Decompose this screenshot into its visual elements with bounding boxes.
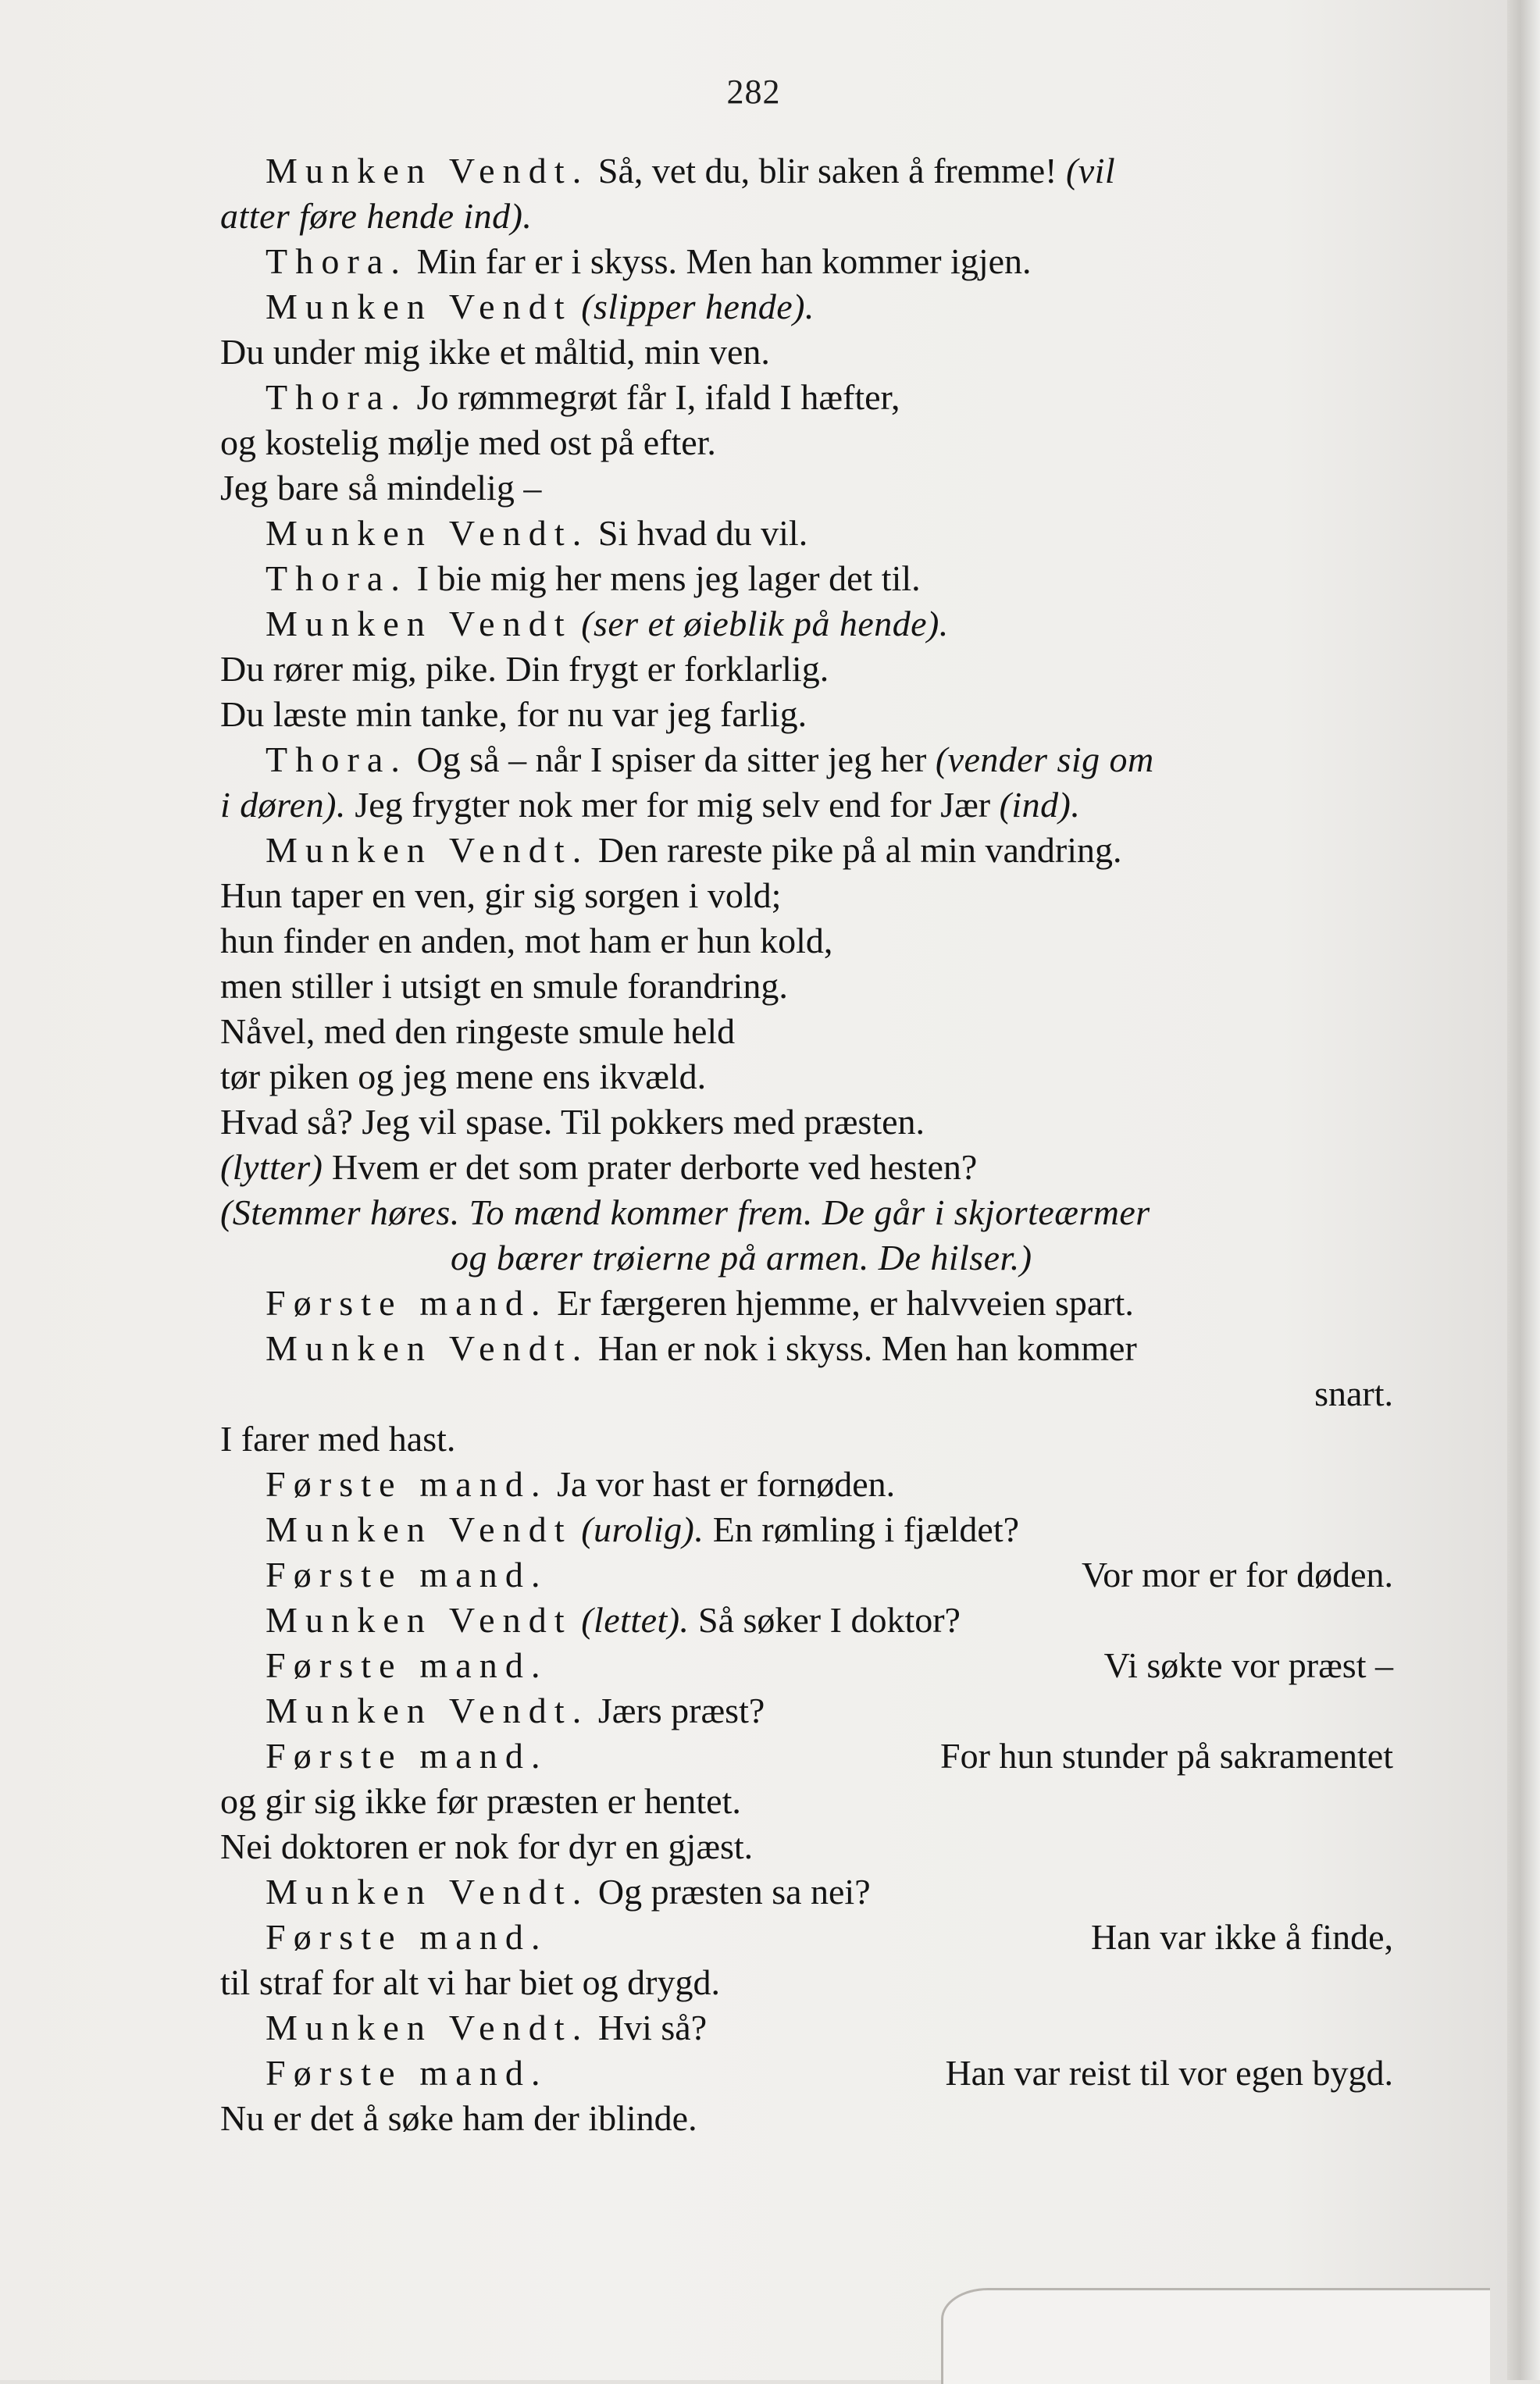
- dialogue-text: Si hvad du vil.: [589, 513, 808, 553]
- text-line: [220, 194, 1438, 239]
- page-number: 282: [726, 73, 781, 111]
- text-line: [220, 465, 1438, 511]
- text-line: [220, 1598, 1438, 1643]
- verse-line: til straf for alt vi har biet og drygd.: [220, 1962, 721, 2002]
- text-line: [220, 1326, 1438, 1371]
- stage-direction: (Stemmer høres. To mænd kommer frem. De går i skjorteærmer: [220, 1192, 1150, 1232]
- dialogue-text: Han var reist til vor egen bygd.: [945, 2053, 1393, 2093]
- speaker-name: Munken Vendt: [266, 1600, 572, 1640]
- text-line: [220, 1190, 1438, 1235]
- text-line: [220, 420, 1438, 465]
- verse-line: Hvad så? Jeg vil spase. Til pokkers med præsten.: [220, 1102, 925, 1142]
- stage-direction: (lettet).: [581, 1600, 690, 1640]
- speaker-name: Thora.: [266, 377, 408, 417]
- text-line: [220, 964, 1438, 1009]
- dialogue-text: Ja vor hast er fornøden.: [547, 1464, 896, 1504]
- dialogue-text: [572, 1600, 582, 1640]
- speaker-name: Thora.: [266, 558, 408, 598]
- stage-direction: (vender sig om: [935, 739, 1154, 779]
- text-line: [220, 2005, 1438, 2051]
- text-line: [220, 1099, 1438, 1145]
- text-line: [220, 782, 1438, 828]
- speaker-name: Munken Vendt.: [266, 830, 590, 870]
- text-line: [220, 556, 1438, 601]
- verse-line: Du under mig ikke et måltid, min ven.: [220, 332, 770, 372]
- text-line: [220, 1462, 1438, 1507]
- dialogue-text: For hun stunder på sakramentet: [940, 1736, 1393, 1776]
- dialogue-text: Vor mor er for døden.: [1082, 1555, 1393, 1595]
- text-line: [220, 1915, 1438, 1960]
- text-line: [220, 1869, 1438, 1915]
- text-line: [220, 1960, 1438, 2005]
- text-line: [220, 1235, 1438, 1281]
- play-text: [220, 148, 1438, 2141]
- speaker-name: Munken Vendt.: [266, 1691, 590, 1730]
- dialogue-text: Hvi så?: [589, 2008, 708, 2047]
- text-line: [220, 1824, 1438, 1869]
- text-line: [220, 737, 1438, 782]
- speaker-name: Munken Vendt.: [266, 2008, 590, 2047]
- speaker-name: Første mand.: [266, 1464, 548, 1504]
- dialogue-text: Og præsten sa nei?: [589, 1872, 871, 1912]
- stage-direction: (slipper hende).: [581, 287, 815, 326]
- dialogue-text: Min far er i skyss. Men han kommer igjen.: [408, 241, 1032, 281]
- dialogue-text: Jo rømmegrøt får I, ifald I hæfter,: [408, 377, 900, 417]
- paper-fold: [941, 2288, 1490, 2384]
- text-line: [220, 330, 1438, 375]
- verse-line: Nei doktoren er nok for dyr en gjæst.: [220, 1826, 754, 1866]
- stage-direction: i døren).: [220, 785, 346, 825]
- dialogue-text: [572, 287, 582, 326]
- text-line: [220, 873, 1438, 918]
- dialogue-text: Vi søkte vor præst –: [1103, 1645, 1393, 1685]
- speaker-name: Munken Vendt: [266, 287, 572, 326]
- stage-direction: (ind).: [999, 785, 1081, 825]
- page-edge: [1507, 0, 1540, 2380]
- text-line: [220, 148, 1438, 194]
- speaker-name: Munken Vendt: [266, 604, 572, 643]
- verse-line: og kostelig mølje med ost på efter.: [220, 422, 716, 462]
- speaker-name: Munken Vendt.: [266, 1872, 590, 1912]
- text-line: [220, 1145, 1438, 1190]
- dialogue-text: Så, vet du, blir saken å fremme!: [589, 151, 1066, 191]
- dialogue-text: Jeg frygter nok mer for mig selv end for Jær: [345, 785, 1000, 825]
- text-line: [220, 1779, 1438, 1824]
- speaker-name: Første mand.: [266, 2053, 548, 2093]
- verse-line: snart.: [1314, 1374, 1393, 1413]
- text-line: [220, 1054, 1438, 1099]
- text-line: [220, 239, 1438, 284]
- text-line: [220, 1281, 1438, 1326]
- verse-line: Du rører mig, pike. Din frygt er forklarlig.: [220, 649, 829, 689]
- text-line: [220, 918, 1438, 964]
- text-line: [220, 375, 1438, 420]
- stage-direction: og bærer trøierne på armen. De hilser.): [451, 1238, 1032, 1278]
- speaker-name: Thora.: [266, 241, 408, 281]
- text-line: [220, 647, 1438, 692]
- speaker-name: Thora.: [266, 739, 408, 779]
- verse-line: Du læste min tanke, for nu var jeg farlig.: [220, 694, 807, 734]
- text-line: [220, 2051, 1438, 2096]
- stage-direction: (ser et øieblik på hende).: [581, 604, 949, 643]
- text-line: [220, 511, 1438, 556]
- text-line: [220, 2096, 1438, 2141]
- text-line: [220, 1417, 1438, 1462]
- text-line: [220, 1734, 1438, 1779]
- text-line: [220, 601, 1438, 647]
- verse-line: og gir sig ikke før præsten er hentet.: [220, 1781, 741, 1821]
- text-line: [220, 1552, 1438, 1598]
- text-line: [220, 284, 1438, 330]
- dialogue-text: Hvem er det som prater derborte ved hesten?: [323, 1147, 978, 1187]
- verse-line: Hun taper en ven, gir sig sorgen i vold;: [220, 875, 782, 915]
- stage-direction: (urolig).: [581, 1509, 704, 1549]
- verse-line: Nu er det å søke ham der iblinde.: [220, 2098, 697, 2138]
- text-line: [220, 1688, 1438, 1734]
- speaker-name: Munken Vendt.: [266, 513, 590, 553]
- stage-direction: atter føre hende ind).: [220, 196, 533, 236]
- dialogue-text: En rømling i fjældet?: [704, 1509, 1020, 1549]
- speaker-name: Munken Vendt.: [266, 151, 590, 191]
- stage-direction: (lytter): [220, 1147, 323, 1187]
- dialogue-text: Han er nok i skyss. Men han kommer: [589, 1328, 1137, 1368]
- dialogue-text: [572, 604, 582, 643]
- dialogue-text: Den rareste pike på al min vandring.: [589, 830, 1122, 870]
- dialogue-text: Så søker I doktor?: [689, 1600, 961, 1640]
- speaker-name: Første mand.: [266, 1645, 548, 1685]
- speaker-name: Munken Vendt.: [266, 1328, 590, 1368]
- text-line: [220, 1009, 1438, 1054]
- verse-line: tør piken og jeg mene ens ikvæld.: [220, 1057, 707, 1096]
- verse-line: Jeg bare så mindelig –: [220, 468, 542, 508]
- dialogue-text: Han var ikke å finde,: [1090, 1917, 1393, 1957]
- dialogue-text: I bie mig her mens jeg lager det til.: [408, 558, 921, 598]
- dialogue-text: Er færgeren hjemme, er halvveien spart.: [547, 1283, 1134, 1323]
- speaker-name: Første mand.: [266, 1555, 548, 1595]
- text-line: [220, 692, 1438, 737]
- text-line: [220, 828, 1438, 873]
- speaker-name: Første mand.: [266, 1917, 548, 1957]
- stage-direction: (vil: [1065, 151, 1116, 191]
- verse-line: I farer med hast.: [220, 1419, 456, 1459]
- text-line: [220, 1507, 1438, 1552]
- text-line: [220, 1371, 1438, 1417]
- verse-line: Nåvel, med den ringeste smule held: [220, 1011, 736, 1051]
- speaker-name: Første mand.: [266, 1283, 548, 1323]
- text-line: [220, 1643, 1438, 1688]
- dialogue-text: Og så – når I spiser da sitter jeg her: [408, 739, 936, 779]
- dialogue-text: Jærs præst?: [589, 1691, 765, 1730]
- speaker-name: Munken Vendt: [266, 1509, 572, 1549]
- verse-line: men stiller i utsigt en smule forandring.: [220, 966, 788, 1006]
- verse-line: hun finder en anden, mot ham er hun kold,: [220, 921, 833, 960]
- speaker-name: Første mand.: [266, 1736, 548, 1776]
- dialogue-text: [572, 1509, 582, 1549]
